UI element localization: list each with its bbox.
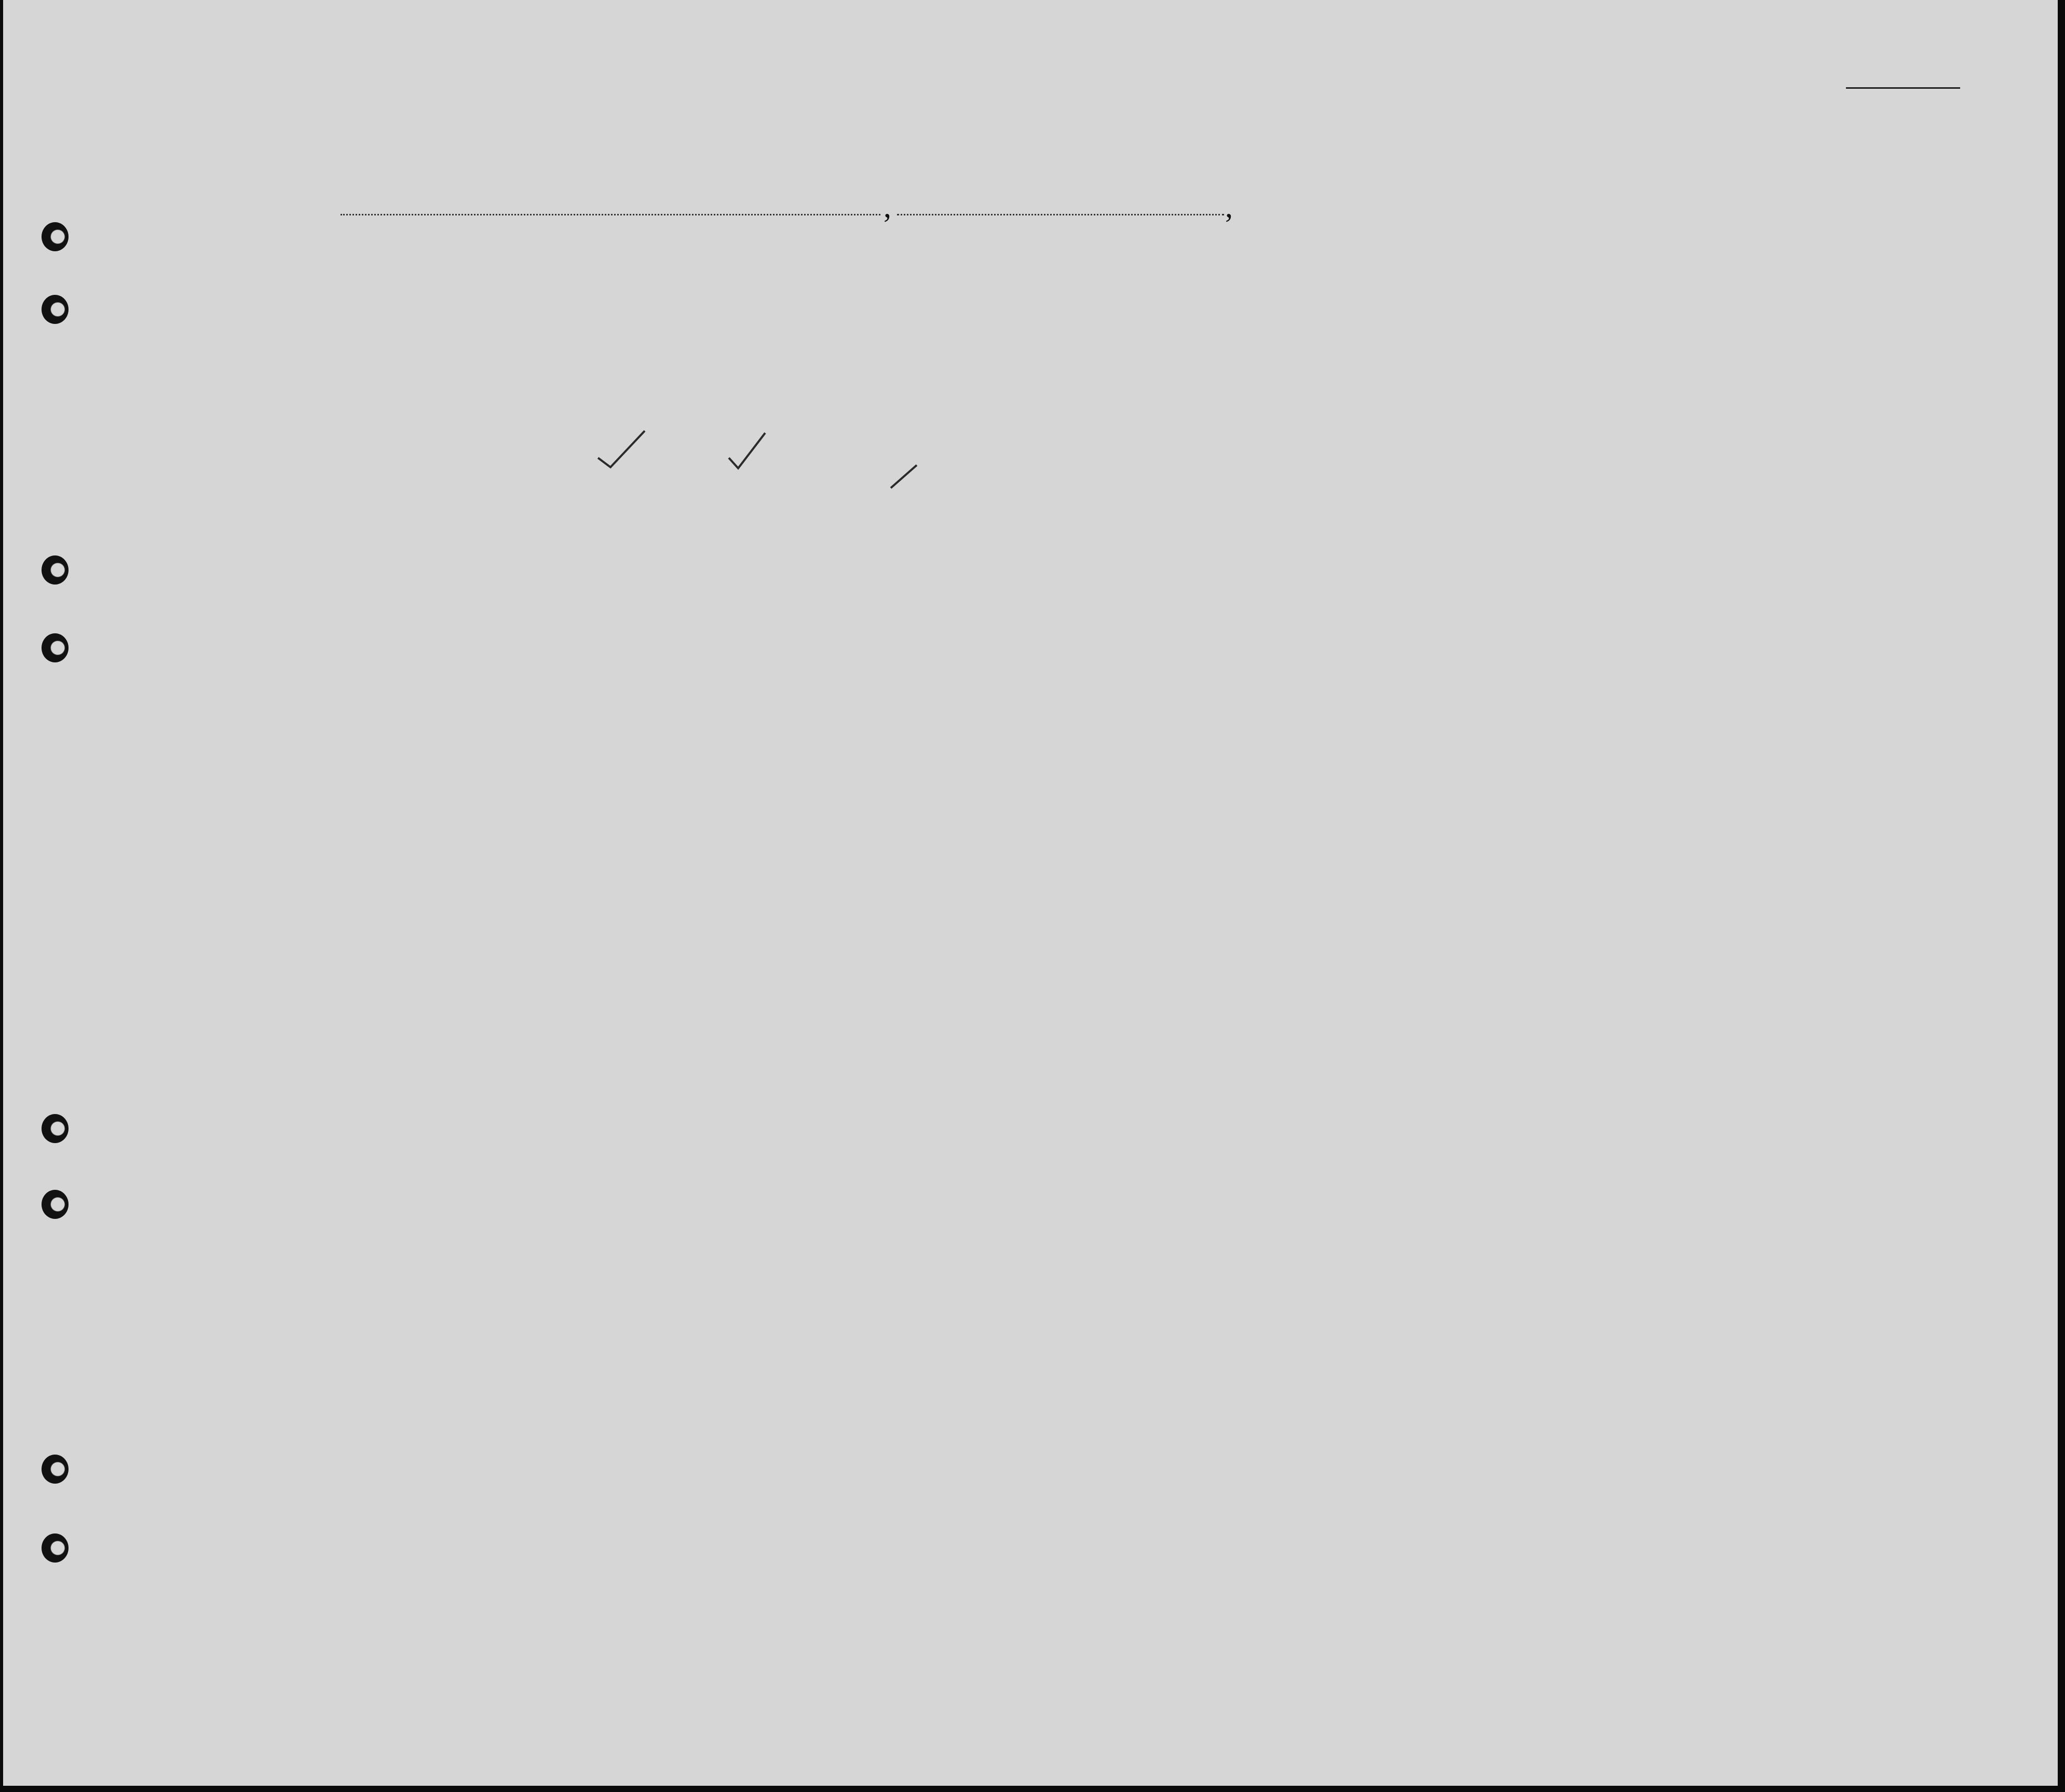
binder-hole	[42, 555, 69, 585]
binder-hole	[42, 1533, 69, 1563]
binder-hole	[42, 1455, 69, 1484]
binder-hole	[42, 222, 69, 251]
binder-hole	[42, 1190, 69, 1219]
ticket-check-mark	[595, 426, 657, 472]
money-check-mark	[725, 426, 771, 472]
manifest-sheet	[3, 0, 2058, 1786]
joining-check-mark	[886, 462, 927, 493]
table-grid	[3, 0, 2058, 1786]
binder-hole	[42, 1114, 69, 1143]
binder-hole	[42, 295, 69, 324]
comma-mark: ,	[884, 189, 891, 224]
comma-mark: ,	[1225, 189, 1233, 224]
binder-hole	[42, 633, 69, 662]
